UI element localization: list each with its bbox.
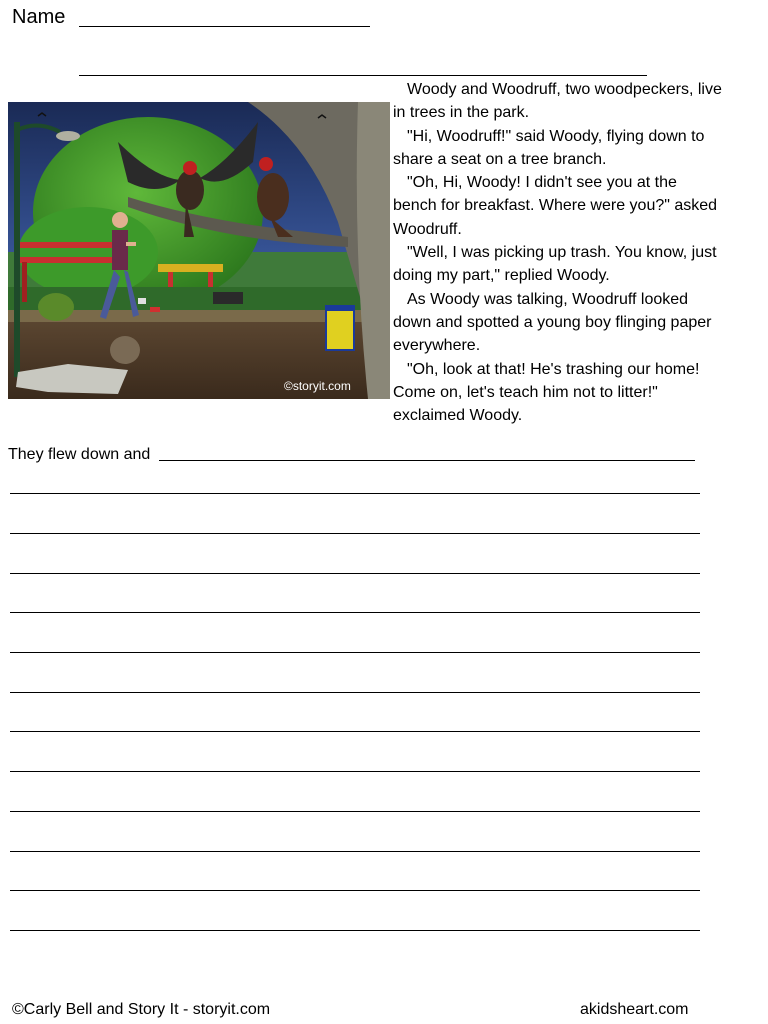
writing-line[interactable] xyxy=(10,533,700,534)
writing-line[interactable] xyxy=(10,890,700,891)
story-illustration xyxy=(8,102,390,399)
footer-copyright: ©Carly Bell and Story It - storyit.com xyxy=(12,1001,271,1018)
writing-line[interactable] xyxy=(10,731,700,732)
writing-line[interactable] xyxy=(10,771,700,772)
writing-line[interactable] xyxy=(10,851,700,852)
name-label: Name xyxy=(12,6,66,28)
story-paragraph: Woody and Woodruff, two woodpeckers, live in trees in the park. xyxy=(393,81,722,122)
writing-line[interactable] xyxy=(10,612,700,613)
writing-line[interactable] xyxy=(10,930,700,931)
name-line[interactable] xyxy=(79,26,370,27)
writing-prompt: They flew down and xyxy=(8,446,151,463)
writing-line[interactable] xyxy=(10,493,700,494)
writing-line[interactable] xyxy=(10,652,700,653)
footer-site: akidsheart.com xyxy=(580,1001,689,1018)
writing-line[interactable] xyxy=(10,811,700,812)
prompt-answer-line[interactable] xyxy=(159,460,695,461)
story-paragraph: "Oh, Hi, Woody! I didn't see you at the bench for breakfast. Where were you?" asked Woodruff. xyxy=(393,174,718,238)
writing-line[interactable] xyxy=(10,692,700,693)
story-paragraph: As Woody was talking, Woodruff looked down and spotted a young boy flinging paper everywhere. xyxy=(393,290,712,355)
writing-line[interactable] xyxy=(10,573,700,574)
title-line[interactable] xyxy=(79,75,647,76)
story-paragraph: "Hi, Woodruff!" said Woody, flying down to share a seat on a tree branch. xyxy=(393,127,705,168)
story-paragraph: "Well, I was picking up trash. You know, just doing my part," replied Woody. xyxy=(393,244,717,285)
story-text xyxy=(393,78,723,427)
story-paragraph: "Oh, look at that! He's trashing our home! Come on, let's teach him not to litter!" exclaimed Woody. xyxy=(393,360,700,425)
illustration-watermark: ©storyit.com xyxy=(284,379,351,393)
